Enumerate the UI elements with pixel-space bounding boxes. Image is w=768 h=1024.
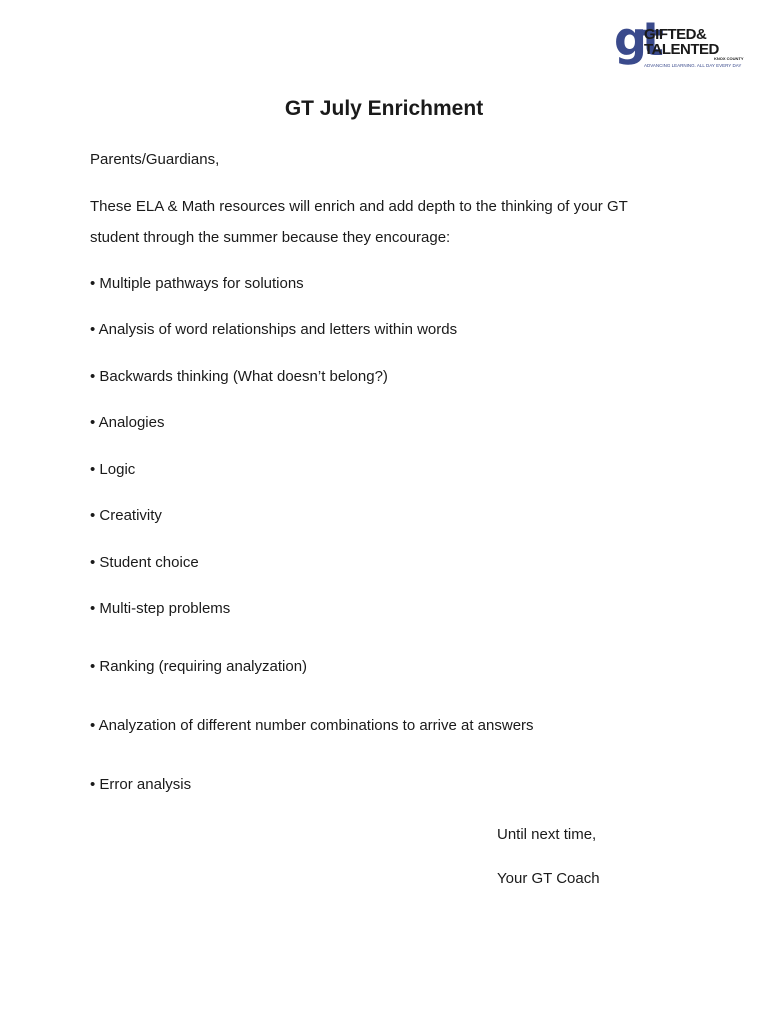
bullet-item: • Error analysis bbox=[90, 776, 192, 793]
bullet-item: • Analysis of word relationships and letters within words bbox=[90, 321, 458, 338]
signature-line: Your GT Coach bbox=[497, 870, 600, 887]
logo-tagline: ADVANCING LEARNING. ALL DAY EVERY DAY bbox=[644, 63, 742, 68]
logo-word-gifted: GIFTED& bbox=[644, 26, 707, 43]
closing-line: Until next time, bbox=[497, 826, 597, 843]
bullet-item: • Ranking (requiring analyzation) bbox=[90, 658, 308, 675]
gifted-talented-logo bbox=[614, 12, 744, 72]
bullet-item: • Creativity bbox=[90, 507, 162, 524]
bullet-item: • Backwards thinking (What doesn’t belong?) bbox=[90, 368, 388, 385]
intro-line-1: These ELA & Math resources will enrich and add depth to the thinking of your GT bbox=[90, 198, 628, 215]
bullet-item: • Analogies bbox=[90, 414, 165, 431]
logo-mark: gt bbox=[614, 12, 659, 66]
intro-line-2: student through the summer because they encourage: bbox=[90, 229, 451, 246]
bullet-item: • Multiple pathways for solutions bbox=[90, 275, 304, 292]
bullet-item: • Student choice bbox=[90, 554, 199, 571]
bullet-item: • Multi-step problems bbox=[90, 600, 231, 617]
page-title: GT July Enrichment bbox=[284, 97, 484, 120]
greeting: Parents/Guardians, bbox=[90, 151, 220, 168]
bullet-item: • Analyzation of different number combinations to arrive at answers bbox=[90, 717, 534, 734]
logo-county: KNOX COUNTY bbox=[714, 56, 744, 61]
bullet-item: • Logic bbox=[90, 461, 136, 478]
logo-word-talented: TALENTED bbox=[644, 41, 719, 58]
